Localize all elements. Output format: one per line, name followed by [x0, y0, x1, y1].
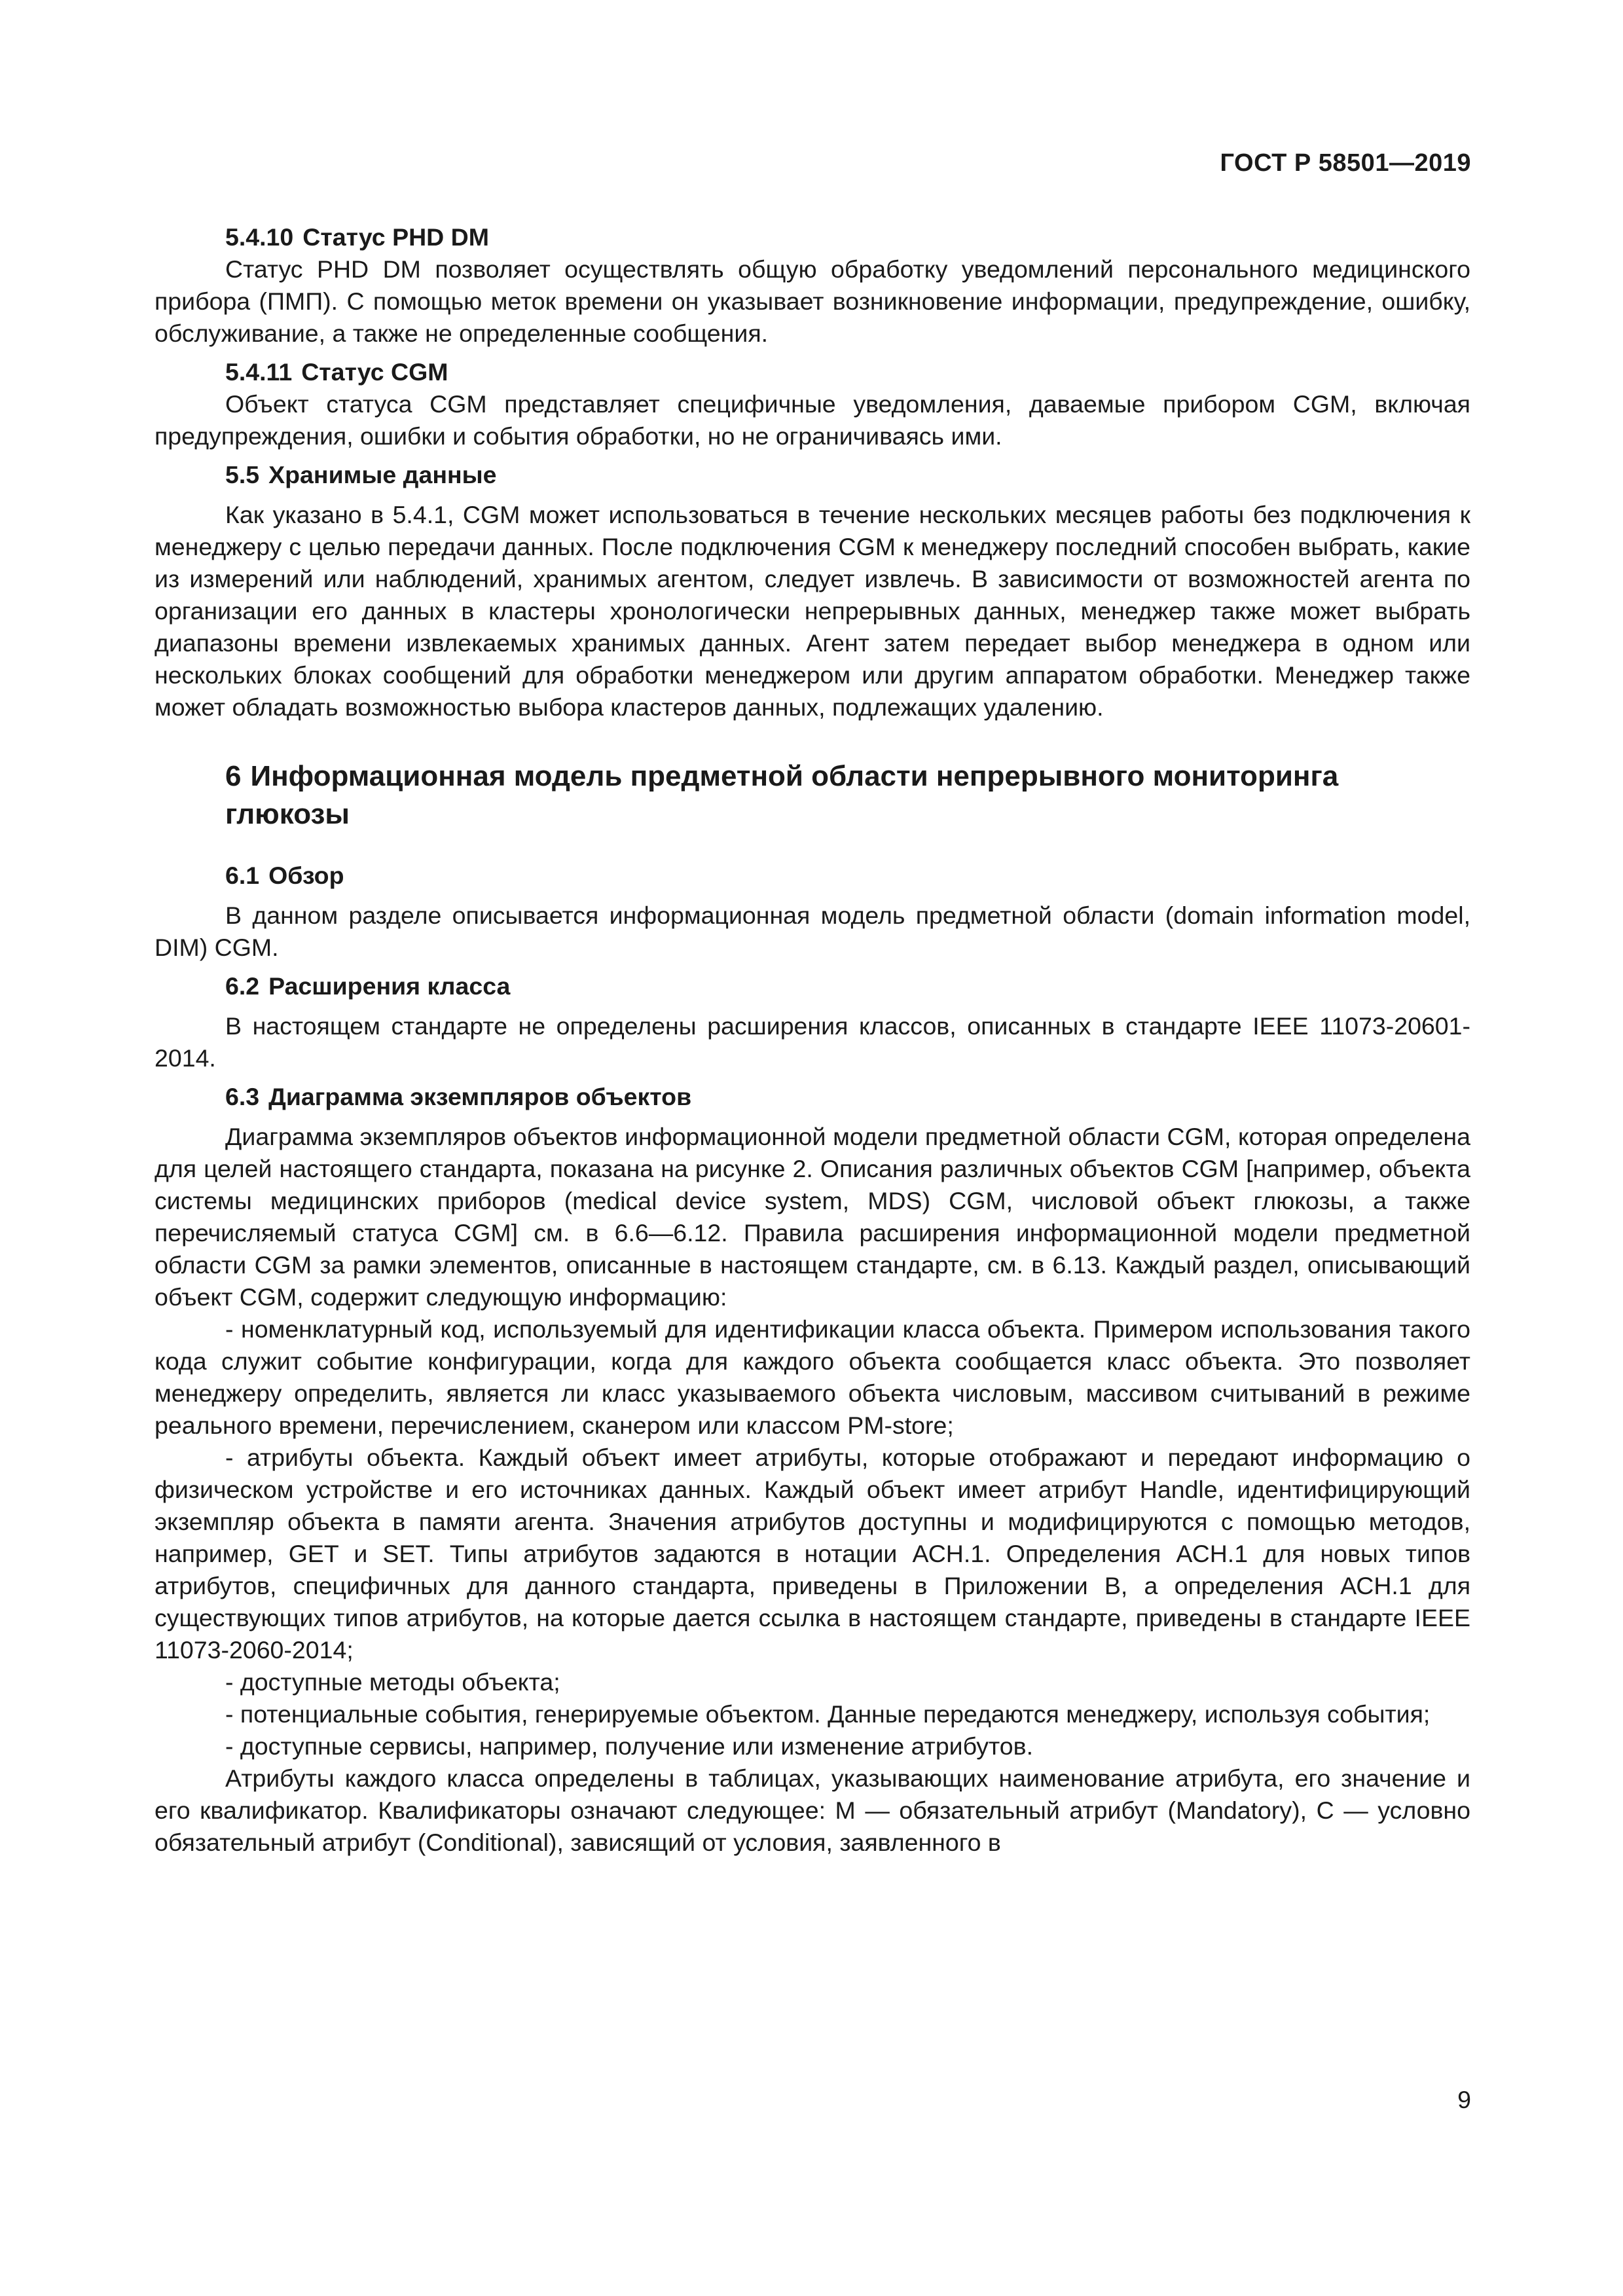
paragraph-5-4-10: Статус PHD DM позволяет осуществлять общую обработку уведомлений персонального медицинского прибора (ПМП). С помощью меток времени он указывает возникновение информации, предупреждение, ошибку, обслуживание, а также не определенные сообщения. [155, 255, 1470, 347]
heading-title: Обзор [268, 862, 344, 889]
list-item: - атрибуты объекта. Каждый объект имеет атрибуты, которые отображают и передают информацию о физическом устройстве и его источниках данных. Каждый объект имеет атрибут Handle, идентифицирующий экземпляр объекта в памяти агента. Значения атрибутов доступны и модифицируются с помощью методов, например, GET и SET. Типы атрибутов задаются в нотации АСН.1. Определения АСН.1 для новых типов атрибутов, специфичных для данного стандарта, приведены в Приложении В, а определения АСН.1 для существующих типов атрибутов, на которые дается ссылка в настоящем стандарте, приведены в стандарте IEEE 11073-2060-2014; [155, 1444, 1470, 1664]
document-code-header: ГОСТ Р 58501—2019 [1220, 149, 1471, 177]
heading-number: 6.3 [225, 1083, 260, 1110]
page-number: 9 [1457, 2086, 1471, 2113]
heading-number: 5.5 [225, 461, 260, 488]
heading-number: 6 [225, 760, 242, 792]
paragraph-6-1: В данном разделе описывается информационная модель предметной области (domain information model, DIM) CGM. [155, 902, 1470, 961]
heading-title: Статус CGM [301, 358, 448, 386]
heading-title: Хранимые данные [268, 461, 497, 488]
heading-6-3 [155, 1081, 1470, 1113]
heading-title: Диаграмма экземпляров объектов [268, 1083, 692, 1110]
list-item: - потенциальные события, генерируемые объектом. Данные передаются менеджеру, используя события; [225, 1700, 1431, 1728]
heading-5-4-11 [155, 356, 1470, 388]
list-item: - доступные методы объекта; [225, 1668, 560, 1696]
heading-number: 5.4.10 [225, 223, 294, 251]
heading-number: 5.4.11 [225, 358, 293, 386]
paragraph-5-5: Как указано в 5.4.1, CGM может использоваться в течение нескольких месяцев работы без подключения к менеджеру с целью передачи данных. После подключения CGM к менеджеру последний способен выбрать, какие из измерений или наблюдений, хранимых агентом, следует извлечь. В зависимости от возможностей агента по организации его данных в кластеры хронологически непрерывных данных, менеджер также может выбрать диапазоны времени извлекаемых хранимых данных. Агент затем передает выбор менеджера в одном или нескольких блоках сообщений для обработки менеджером или другим аппаратом обработки. Менеджер также может обладать возможностью выбора кластеров данных, подлежащих удалению. [155, 501, 1470, 721]
page-content [155, 221, 1470, 1859]
heading-6-2 [155, 970, 1470, 1002]
heading-title: Расширения класса [268, 972, 511, 1000]
list-item: - номенклатурный код, используемый для идентификации класса объекта. Примером использования такого кода служит событие конфигурации, когда для каждого объекта сообщается класс объекта. Это позволяет менеджеру определить, является ли класс указываемого объекта числовым, массивом считываний в режиме реального времени, перечислением, сканером или классом PM-store; [155, 1315, 1470, 1439]
paragraph-6-3-intro: Диаграмма экземпляров объектов информационной модели предметной области CGM, которая определена для целей настоящего стандарта, показана на рисунке 2. Описания различных объектов CGM [например, объекта системы медицинских приборов (medical device system, MDS) CGM, числовой объект глюкозы, а также перечисляемый статуса CGM] см. в 6.6—6.12. Правила расширения информационной модели предметной области CGM за рамки элементов, описанные в настоящем стандарте, см. в 6.13. Каждый раздел, описывающий объект CGM, содержит следующую информацию: [155, 1123, 1470, 1311]
heading-number: 6.1 [225, 862, 260, 889]
heading-5-5 [155, 459, 1470, 491]
heading-6-1 [155, 860, 1470, 892]
heading-number: 6.2 [225, 972, 260, 1000]
list-item: - доступные сервисы, например, получение или изменение атрибутов. [225, 1732, 1033, 1760]
paragraph-5-4-11: Объект статуса CGM представляет специфичные уведомления, даваемые прибором CGM, включая предупреждения, ошибки и события обработки, но не ограничиваясь ими. [155, 390, 1470, 450]
heading-6 [155, 757, 1470, 833]
heading-5-4-10 [155, 221, 1470, 253]
paragraph-6-3-closing: Атрибуты каждого класса определены в таблицах, указывающих наименование атрибута, его значение и его квалификатор. Квалификаторы означают следующее: М — обязательный атрибут (Mandatory), С — условно обязательный атрибут (Conditional), зависящий от условия, заявленного в [155, 1764, 1470, 1856]
heading-title: Статус PHD DM [302, 223, 489, 251]
paragraph-6-2: В настоящем стандарте не определены расширения классов, описанных в стандарте IEEE 11073-20601-2014. [155, 1012, 1470, 1072]
heading-title: Информационная модель предметной области непрерывного мониторинга глюкозы [225, 760, 1339, 830]
